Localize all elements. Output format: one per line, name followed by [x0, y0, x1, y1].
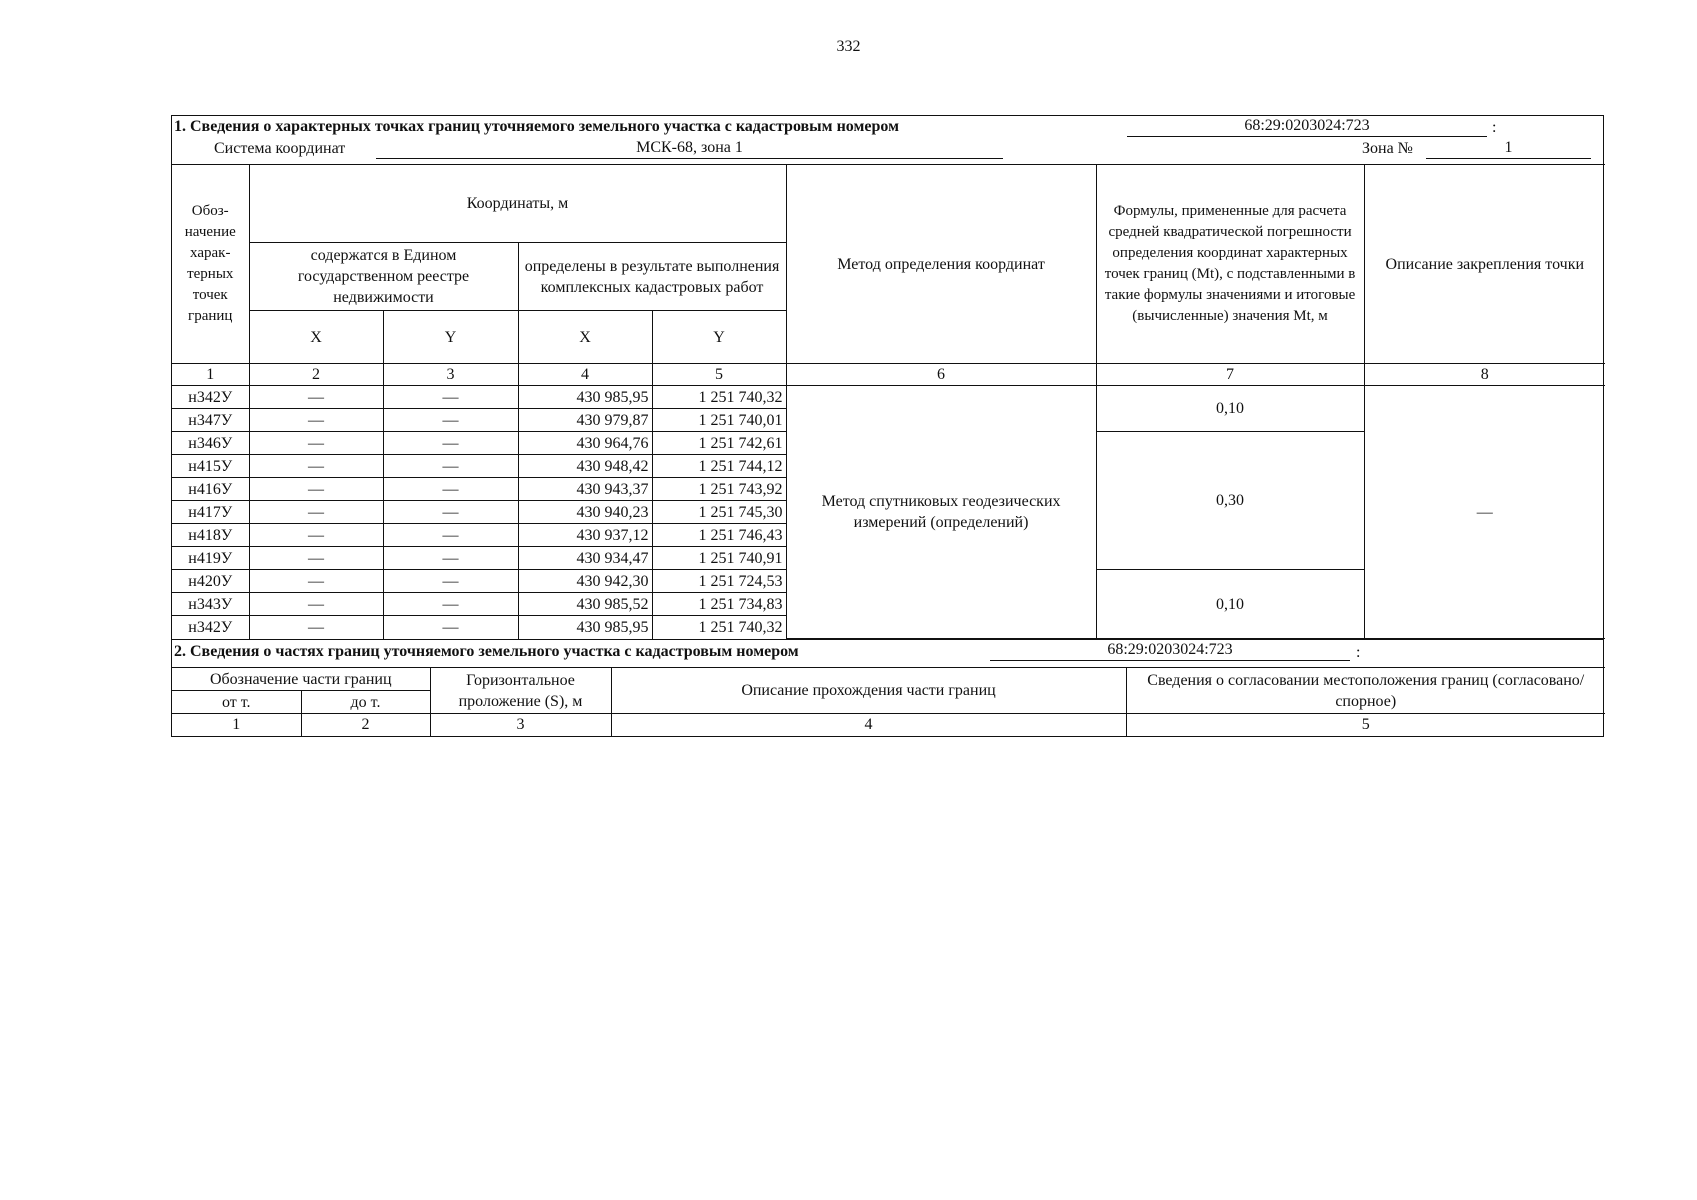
y-value: 1 251 740,32	[652, 386, 786, 409]
x-egrn: —	[249, 593, 383, 616]
x-egrn: —	[249, 524, 383, 547]
header-x-egrn: X	[249, 311, 383, 364]
y-value: 1 251 746,43	[652, 524, 786, 547]
section2-title-line	[172, 639, 1603, 667]
x-egrn: —	[249, 386, 383, 409]
y-egrn: —	[383, 478, 518, 501]
col-number: 3	[430, 714, 611, 736]
mt-value: 0,10	[1096, 386, 1364, 432]
zone-label: Зона №	[1362, 140, 1413, 157]
point-name: н342У	[172, 386, 249, 409]
coord-system-label: Система координат	[214, 140, 346, 157]
point-name: н342У	[172, 616, 249, 639]
header-part-designation: Обозначение части границ	[172, 668, 430, 691]
header-x: X	[518, 311, 652, 364]
y-value: 1 251 743,92	[652, 478, 786, 501]
parts-table	[172, 667, 1605, 736]
zone-value: 1	[1426, 138, 1591, 159]
x-egrn: —	[249, 616, 383, 639]
section1-colon: :	[1492, 119, 1497, 136]
point-name: н416У	[172, 478, 249, 501]
section2-cadastral-number: 68:29:0203024:723	[990, 640, 1350, 661]
col-number: 2	[249, 364, 383, 386]
point-name: н343У	[172, 593, 249, 616]
points-table	[172, 164, 1605, 639]
y-egrn: —	[383, 455, 518, 478]
header-horizontal: Горизонтальное проложение (S), м	[430, 668, 611, 714]
y-egrn: —	[383, 432, 518, 455]
header-in-egrn: содержатся в Едином государственном реестре недвижимости	[249, 243, 518, 311]
section1-title-line	[172, 116, 1603, 138]
x-value: 430 979,87	[518, 409, 652, 432]
y-value: 1 251 740,32	[652, 616, 786, 639]
header-designation: Обоз-начение харак-терных точек границ	[172, 165, 249, 364]
y-egrn: —	[383, 409, 518, 432]
header-y-egrn: Y	[383, 311, 518, 364]
x-egrn: —	[249, 547, 383, 570]
section1-cadastral-number: 68:29:0203024:723	[1127, 116, 1487, 137]
y-egrn: —	[383, 386, 518, 409]
mt-value: 0,30	[1096, 432, 1364, 570]
x-egrn: —	[249, 570, 383, 593]
point-name: н346У	[172, 432, 249, 455]
y-egrn: —	[383, 547, 518, 570]
y-value: 1 251 724,53	[652, 570, 786, 593]
fixing-value: —	[1364, 386, 1605, 639]
header-description: Описание прохождения части границ	[611, 668, 1126, 714]
coord-system-value: МСК-68, зона 1	[376, 138, 1003, 159]
header-method: Метод определения координат	[786, 165, 1096, 364]
x-egrn: —	[249, 432, 383, 455]
x-egrn: —	[249, 478, 383, 501]
y-value: 1 251 734,83	[652, 593, 786, 616]
col-number: 4	[611, 714, 1126, 736]
cadastral-form	[171, 115, 1604, 737]
col-number: 7	[1096, 364, 1364, 386]
method-value: Метод спутниковых геодезических измерений (определений)	[786, 386, 1096, 639]
point-name: н419У	[172, 547, 249, 570]
col-number: 4	[518, 364, 652, 386]
x-value: 430 964,76	[518, 432, 652, 455]
header-fixing: Описание закрепления точки	[1364, 165, 1605, 364]
y-value: 1 251 740,01	[652, 409, 786, 432]
column-numbers-row	[172, 364, 1605, 386]
x-value: 430 942,30	[518, 570, 652, 593]
header-y: Y	[652, 311, 786, 364]
x-egrn: —	[249, 409, 383, 432]
x-value: 430 985,52	[518, 593, 652, 616]
y-egrn: —	[383, 524, 518, 547]
x-value: 430 940,23	[518, 501, 652, 524]
col-number: 8	[1364, 364, 1605, 386]
point-name: н415У	[172, 455, 249, 478]
section2-colon: :	[1356, 644, 1361, 661]
x-value: 430 948,42	[518, 455, 652, 478]
y-egrn: —	[383, 501, 518, 524]
x-value: 430 937,12	[518, 524, 652, 547]
x-value: 430 943,37	[518, 478, 652, 501]
y-egrn: —	[383, 616, 518, 639]
header-determined: определены в результате выполнения комплексных кадастровых работ	[518, 243, 786, 311]
y-value: 1 251 745,30	[652, 501, 786, 524]
section2-title: 2. Сведения о частях границ уточняемого земельного участка с кадастровым номером	[174, 643, 799, 660]
mt-value: 0,10	[1096, 570, 1364, 639]
col-number: 3	[383, 364, 518, 386]
x-value: 430 934,47	[518, 547, 652, 570]
x-value: 430 985,95	[518, 616, 652, 639]
page-number: 332	[836, 38, 861, 55]
col-number: 6	[786, 364, 1096, 386]
x-value: 430 985,95	[518, 386, 652, 409]
col-number: 1	[172, 714, 301, 736]
col-number: 5	[652, 364, 786, 386]
x-egrn: —	[249, 501, 383, 524]
coord-system-line	[172, 138, 1603, 164]
y-value: 1 251 744,12	[652, 455, 786, 478]
header-from: от т.	[172, 691, 301, 714]
column-numbers-row	[172, 714, 1605, 736]
header-agreement: Сведения о согласовании местоположения границ (согласовано/спорное)	[1126, 668, 1605, 714]
col-number: 5	[1126, 714, 1605, 736]
point-name: н347У	[172, 409, 249, 432]
col-number: 1	[172, 364, 249, 386]
section1-title: 1. Сведения о характерных точках границ уточняемого земельного участка с кадастровым номером	[174, 118, 899, 135]
y-egrn: —	[383, 593, 518, 616]
table-row	[172, 386, 1605, 409]
header-formulas: Формулы, примененные для расчета средней квадратической погрешности определения координат характерных точек границ (Mt), с подставленными в такие формулы значениями и итоговые (вычисленные) значения Mt, м	[1096, 165, 1364, 364]
point-name: н418У	[172, 524, 249, 547]
header-to: до т.	[301, 691, 430, 714]
point-name: н420У	[172, 570, 249, 593]
col-number: 2	[301, 714, 430, 736]
y-egrn: —	[383, 570, 518, 593]
x-egrn: —	[249, 455, 383, 478]
y-value: 1 251 742,61	[652, 432, 786, 455]
point-name: н417У	[172, 501, 249, 524]
header-coordinates: Координаты, м	[249, 165, 786, 243]
y-value: 1 251 740,91	[652, 547, 786, 570]
